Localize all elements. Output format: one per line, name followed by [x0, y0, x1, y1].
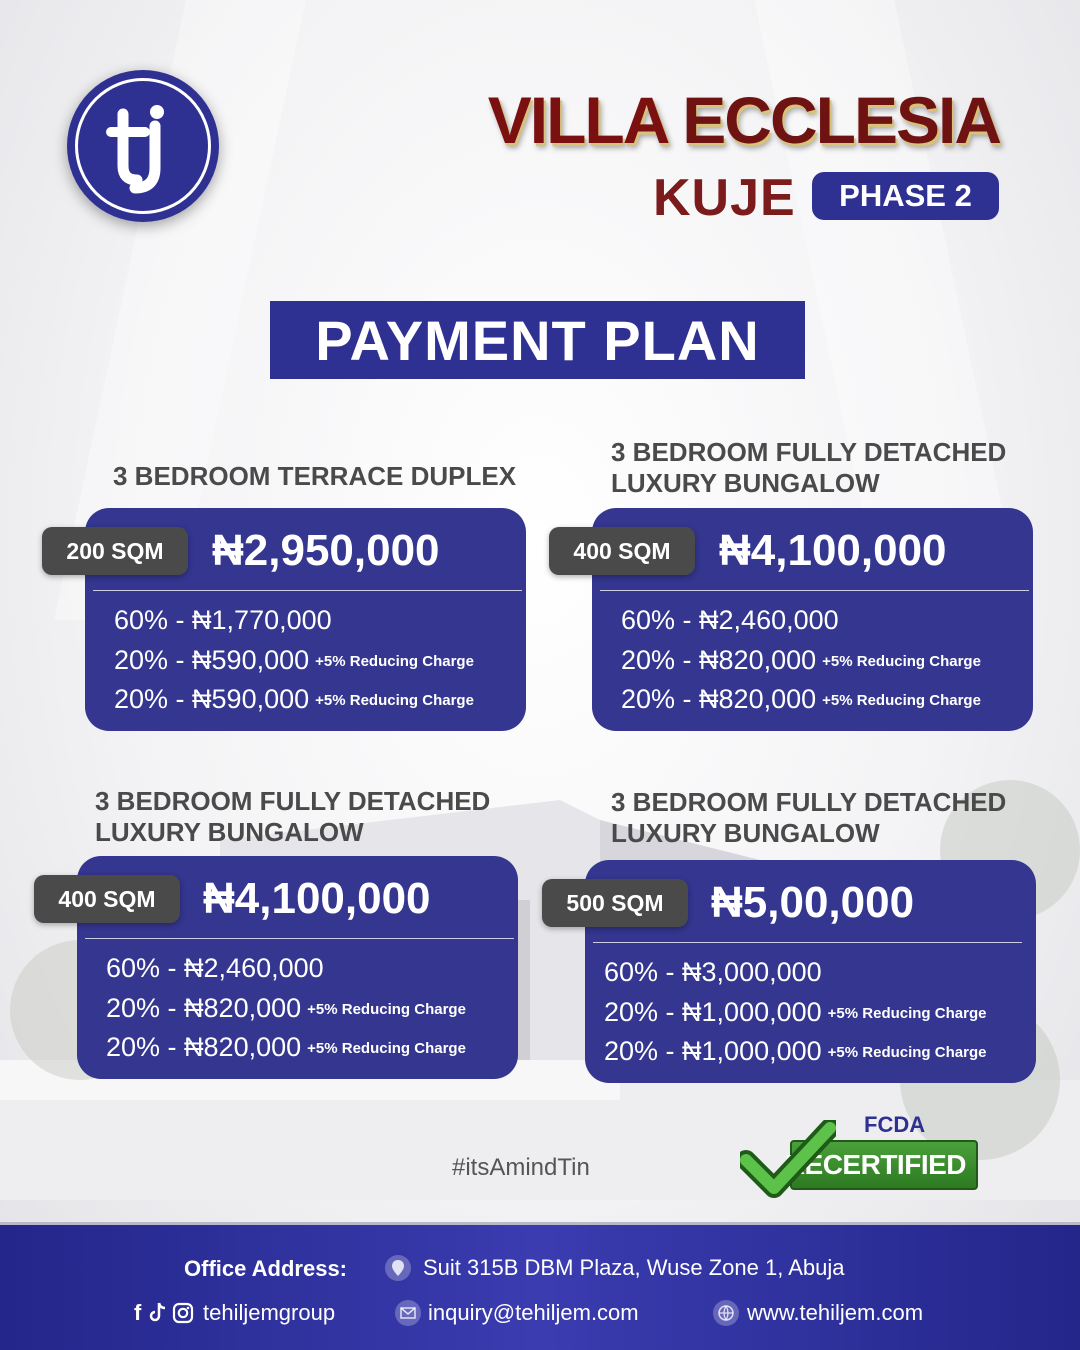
size-badge: 200 SQM [42, 527, 188, 575]
section-title: PAYMENT PLAN [270, 301, 805, 379]
plan-price: ₦4,100,000 [203, 874, 431, 923]
installment-row: 20% - ₦1,000,000 +5% Reducing Charge [604, 1036, 987, 1066]
plan-price: ₦4,100,000 [719, 526, 947, 575]
email-address[interactable]: inquiry@tehiljem.com [428, 1300, 639, 1325]
footer [0, 1222, 1080, 1350]
globe-icon [712, 1299, 740, 1327]
instagram-icon[interactable] [172, 1302, 194, 1324]
plan-price: ₦5,00,000 [711, 878, 915, 927]
plan-price: ₦2,950,000 [212, 526, 440, 575]
size-badge: 400 SQM [34, 875, 180, 923]
project-title [488, 82, 1000, 158]
installment-row: 60% - ₦1,770,000 [114, 605, 332, 635]
installment-row: 20% - ₦820,000 +5% Reducing Charge [106, 1032, 466, 1062]
installment-row: 20% - ₦590,000 +5% Reducing Charge [114, 645, 474, 675]
phase-badge: PHASE 2 [812, 172, 999, 220]
installment-row: 20% - ₦1,000,000 +5% Reducing Charge [604, 997, 987, 1027]
installment-row: 60% - ₦2,460,000 [621, 605, 839, 635]
email-icon [394, 1299, 422, 1327]
hashtag: #itsAmindTin [452, 1154, 590, 1181]
checkmark-icon [740, 1120, 836, 1200]
installment-row: 60% - ₦3,000,000 [604, 957, 822, 987]
location-pin-icon [384, 1254, 412, 1282]
title-villa: VILLA [487, 83, 666, 157]
fcda-label: FCDA [864, 1112, 926, 1137]
plan-heading: 3 BEDROOM FULLY DETACHED LUXURY BUNGALOW [611, 787, 1007, 848]
installment-row: 20% - ₦820,000 +5% Reducing Charge [621, 645, 981, 675]
facebook-icon[interactable]: f [134, 1300, 142, 1325]
location-label: KUJE [653, 169, 796, 227]
website-link[interactable]: www.tehiljem.com [747, 1300, 924, 1325]
address-label: Office Address: [184, 1256, 348, 1281]
social-handle[interactable]: tehiljemgroup [203, 1300, 336, 1325]
plan-heading: 3 BEDROOM FULLY DETACHED LUXURY BUNGALOW [95, 786, 491, 847]
title-ecclesia: ECCLESIA [682, 83, 1000, 157]
plan-heading: 3 BEDROOM FULLY DETACHED LUXURY BUNGALOW [611, 437, 1007, 498]
size-badge: 400 SQM [549, 527, 695, 575]
installment-row: 20% - ₦820,000 +5% Reducing Charge [106, 993, 466, 1023]
address-text: Suit 315B DBM Plaza, Wuse Zone 1, Abuja [423, 1255, 845, 1280]
installment-row: 60% - ₦2,460,000 [106, 953, 324, 983]
brand-logo [67, 70, 219, 222]
size-badge: 500 SQM [542, 879, 688, 927]
tiktok-icon[interactable] [148, 1301, 168, 1323]
installment-row: 20% - ₦820,000 +5% Reducing Charge [621, 684, 981, 714]
installment-row: 20% - ₦590,000 +5% Reducing Charge [114, 684, 474, 714]
recertified-badge: RECERTIFIED [790, 1140, 978, 1190]
plan-heading: 3 BEDROOM TERRACE DUPLEX [113, 461, 517, 491]
